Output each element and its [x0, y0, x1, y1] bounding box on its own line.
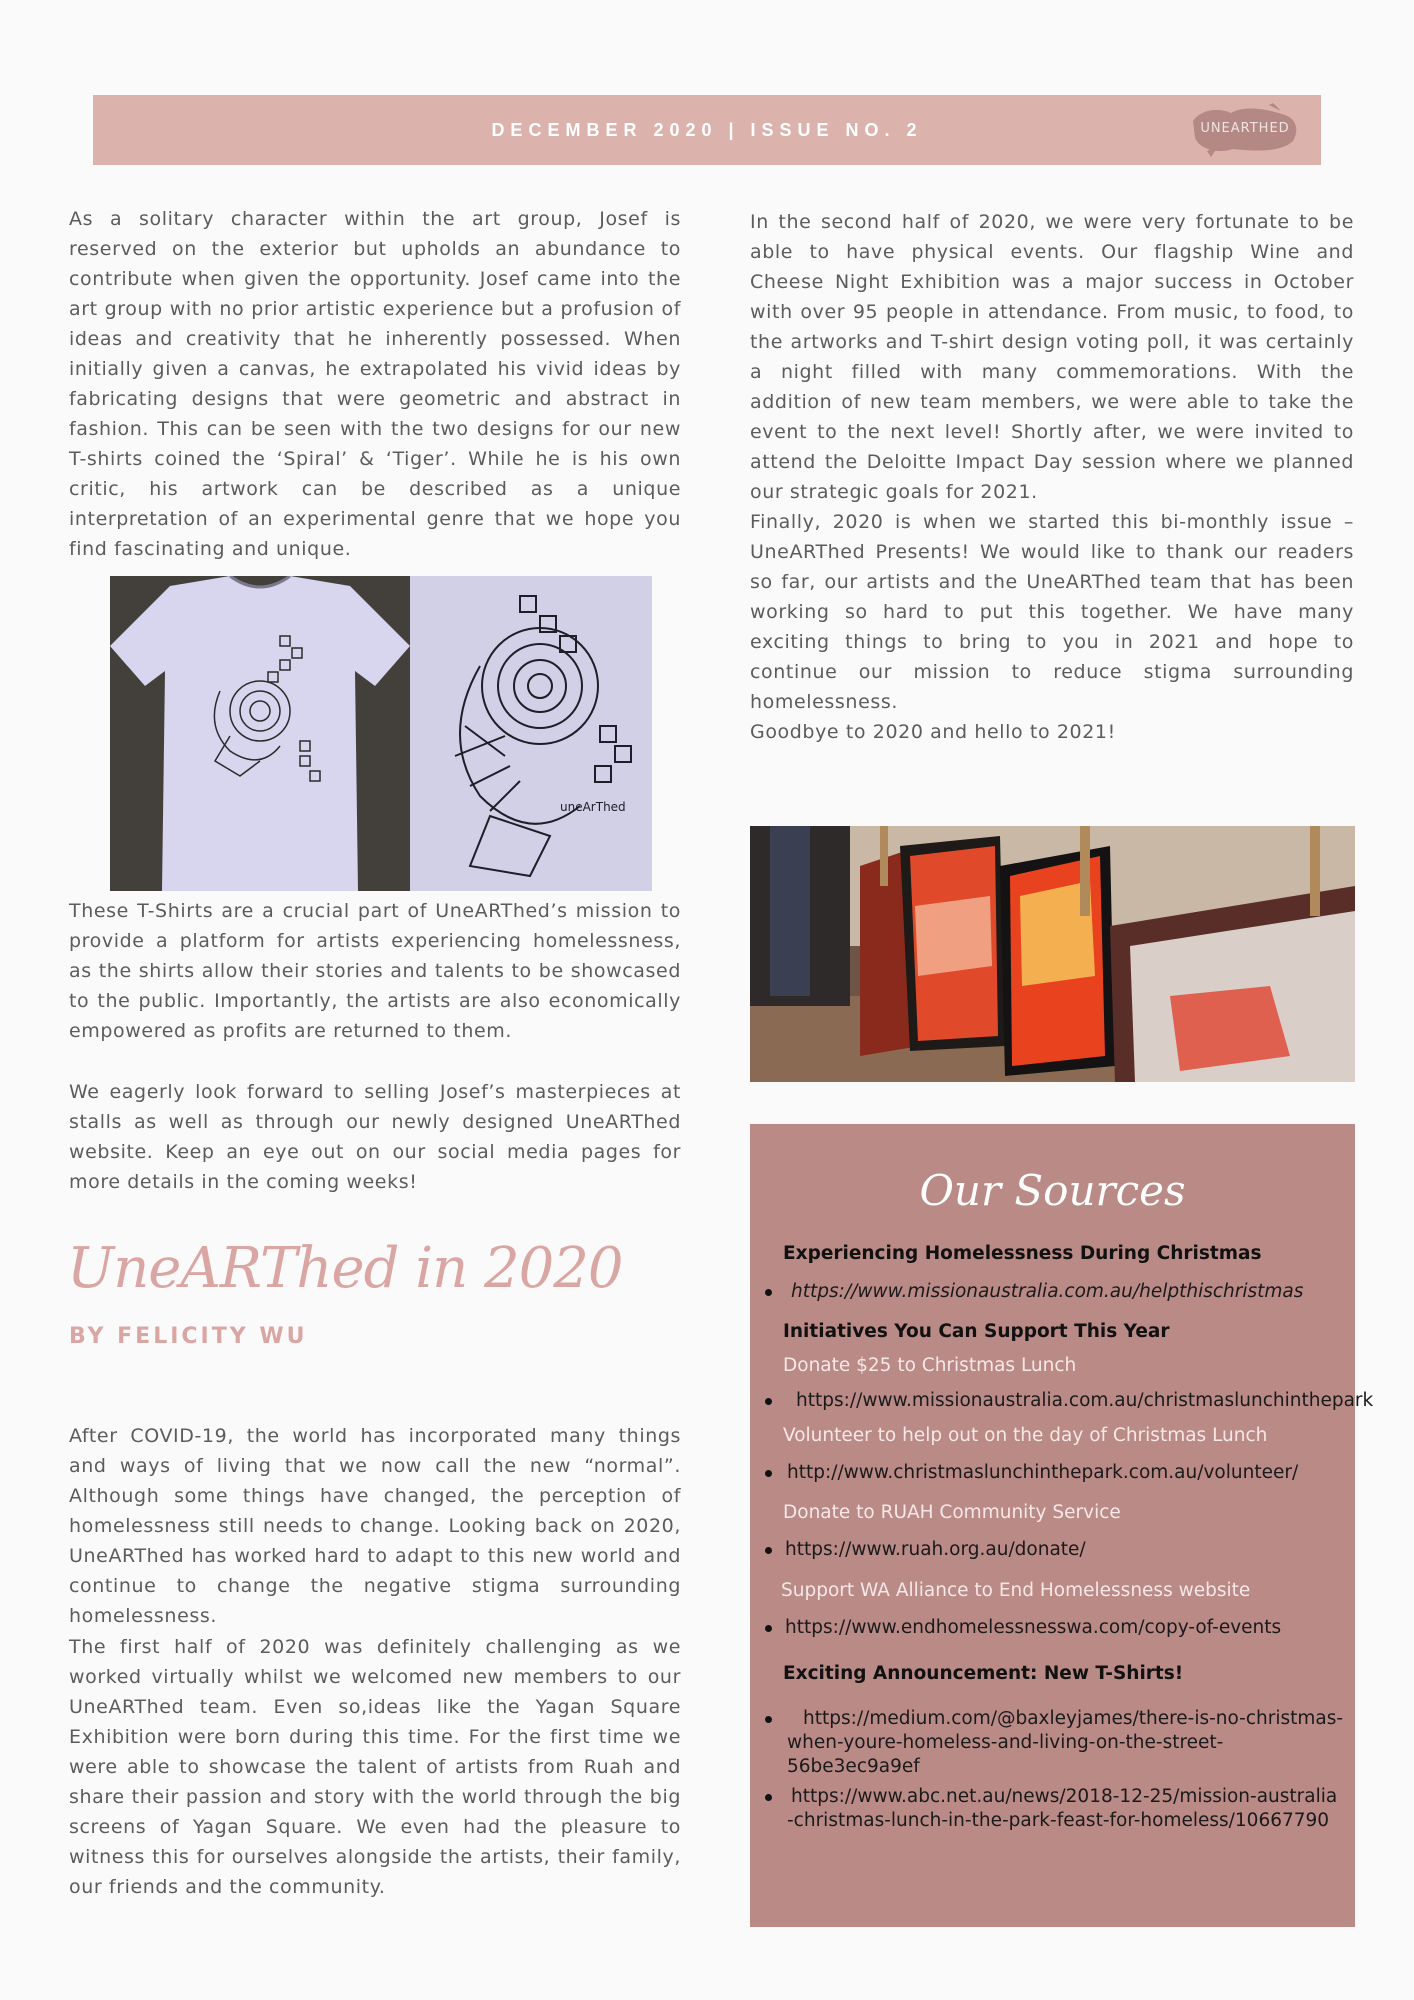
tshirt-paragraph: These T-Shirts are a crucial part of UneARThed’s mission to provide a platform for artists experiencing homelessness, as the shirts allow their stories and talents to be showcased to the public. Importantly, the artists are also economically empowered as profits are returned to them. [69, 900, 681, 1042]
second-half-paragraph: In the second half of 2020, we were very fortunate to be able to have physical events. Our flagship Wine and Cheese Night Exhibition was a major success in October with over 95 people in attendance. From music, to food, to the artworks and T-shirt design voting poll, it was certainly a night filled with many commemorations. With the addition of new team members, we were able to take the event to the next level! Shortly after, we were invited to attend the Deloitte Impact Day session where we planned our strategic goals for 2021. [750, 211, 1354, 503]
logo-text: UNEARTHED [1200, 121, 1290, 136]
bullet [765, 1625, 772, 1632]
source-link-abc-line1[interactable]: https://www.abc.net.au/news/2018-12-25/mission-australia [791, 1786, 1338, 1807]
source-link-wa[interactable]: https://www.endhomelessnesswa.com/copy-of-events [785, 1617, 1282, 1638]
bullet [765, 1794, 772, 1801]
section-title: UneARThed in 2020 [67, 1236, 623, 1301]
source-link-lunch-park[interactable]: https://www.missionaustralia.com.au/christmaslunchinthepark [796, 1390, 1374, 1411]
source-link-ruah[interactable]: https://www.ruah.org.au/donate/ [785, 1539, 1086, 1560]
source-sub-donate-lunch: Donate $25 to Christmas Lunch [783, 1355, 1077, 1376]
issue-title: DECEMBER 2020 | ISSUE NO. 2 [491, 119, 923, 140]
source-sub-volunteer: Volunteer to help out on the day of Christmas Lunch [783, 1425, 1268, 1446]
sources-title: Our Sources [919, 1166, 1186, 1215]
source-link-medium-line1[interactable]: https://medium.com/@baxleyjames/there-is-no-christmas- [803, 1708, 1344, 1729]
covid-paragraph: After COVID-19, the world has incorporated many things and ways of living that we now call the new “normal”. Although some things have changed, the perception of homelessness still needs to change. Looking back on 2020, UneARThed has worked hard to adapt to this new world and continue to change the negative stigma surrounding homelessness. [69, 1425, 681, 1627]
exhibition-image [750, 826, 1355, 1082]
bullet [765, 1398, 772, 1405]
first-half-paragraph: The first half of 2020 was definitely challenging as we worked virtually whilst we welcomed new members to our UneARThed team. Even so,ideas like the Yagan Square Exhibition were born during this time. For the first time we were able to showcase the talent of artists from Ruah and share their passion and story with the world through the big screens of Yagan Square. We even had the pleasure to witness this for ourselves alongside the artists, their family, our friends and the community. [69, 1636, 681, 1898]
source-sub-ruah: Donate to RUAH Community Service [783, 1502, 1121, 1523]
header-bar [93, 95, 1321, 165]
tshirt-photo [110, 576, 652, 891]
goodbye-line: Goodbye to 2020 and hello to 2021! [750, 721, 1116, 743]
source-heading-initiatives: Initiatives You Can Support This Year [783, 1321, 1170, 1342]
selling-paragraph: We eagerly look forward to selling Josef’s masterpieces at stalls as well as through our newly designed UneARThed website. Keep an eye out on our social media pages for more details in the coming weeks! [69, 1081, 681, 1193]
source-heading-tshirts: Exciting Announcement: New T-Shirts! [783, 1663, 1184, 1684]
bullet [765, 1547, 772, 1554]
source-heading-christmas: Experiencing Homelessness During Christmas [783, 1243, 1262, 1264]
josef-intro-paragraph: As a solitary character within the art group, Josef is reserved on the exterior but upholds an abundance to contribute when given the opportunity. Josef came into the art group with no prior artistic experience but a profusion of ideas and creativity that he inherently possessed. When initially given a canvas, he extrapolated his vivid ideas by fabricating designs that were geometric and abstract in fashion. This can be seen with the two designs for our new T-shirts coined the ‘Spiral’ & ‘Tiger’. While he is his own critic, his artwork can be described as a unique interpretation of an experimental genre that we hope you find fascinating and unique. [69, 208, 681, 560]
byline: BY FELICITY WU [69, 1324, 308, 1349]
bullet [765, 1289, 772, 1296]
source-link-volunteer[interactable]: http://www.christmaslunchinthepark.com.au/volunteer/ [787, 1462, 1299, 1483]
tshirt-print-text: uneArThed [560, 800, 626, 814]
sources-box [750, 1124, 1374, 1927]
source-sub-wa: Support WA Alliance to End Homelessness website [781, 1580, 1251, 1601]
exhibition-photo [750, 826, 1355, 1082]
unearthed-logo [1189, 101, 1301, 159]
source-link-mission[interactable]: https://www.missionaustralia.com.au/helpthischristmas [791, 1281, 1304, 1302]
tshirt-image [110, 576, 652, 891]
finally-paragraph: Finally, 2020 is when we started this bi-monthly issue – UneARThed Presents! We would like to thank our readers so far, our artists and the UneARThed team that has been working so hard to put this together. We have many exciting things to bring to you in 2021 and hope to continue our mission to reduce stigma surrounding homelessness. [750, 511, 1354, 713]
source-link-abc-line2[interactable]: -christmas-lunch-in-the-park-feast-for-homeless/10667790 [787, 1810, 1330, 1831]
source-link-medium-line2[interactable]: when-youre-homeless-and-living-on-the-street-56be3ec9a9ef [787, 1732, 1224, 1777]
bullet [765, 1470, 772, 1477]
bullet [765, 1716, 772, 1723]
